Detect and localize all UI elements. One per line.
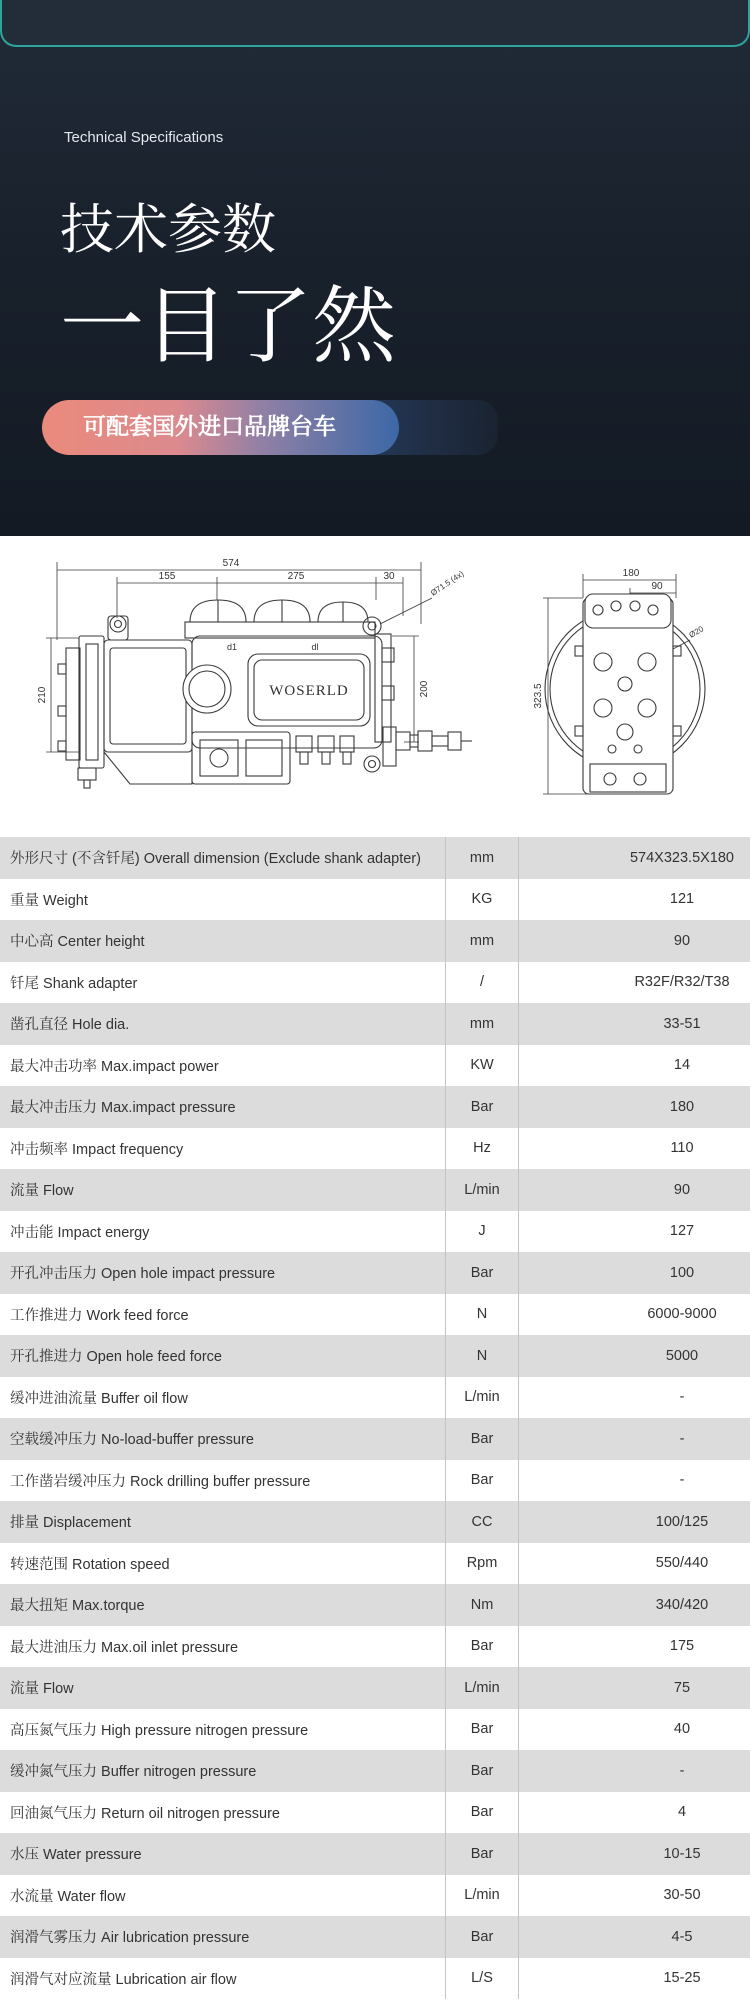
spec-row (0, 1584, 750, 1626)
spec-value: - (679, 1762, 685, 1779)
port-stem (343, 752, 351, 764)
spec-name: 工作凿岩缓冲压力 Rock drilling buffer pressure (10, 1473, 311, 1490)
hero-title-line-2: 一目了然 (60, 277, 397, 375)
spec-row (0, 1833, 750, 1875)
left-height-label: 210 (37, 686, 48, 704)
spec-unit: / (445, 962, 519, 1004)
front-head (363, 617, 396, 772)
side-bolt (575, 726, 583, 736)
motor-cover (200, 740, 238, 776)
spec-row (0, 1958, 750, 2000)
spec-name: 开孔冲击压力 Open hole impact pressure (10, 1266, 276, 1283)
spec-unit: J (445, 1211, 519, 1253)
spec-value: 175 (669, 1638, 695, 1655)
spec-unit: CC (445, 1501, 519, 1543)
spec-value: 550/440 (655, 1555, 709, 1572)
spec-unit: Nm (445, 1584, 519, 1626)
spec-name: 流量 Flow (10, 1681, 74, 1698)
segment-b-label: 275 (287, 571, 305, 582)
side-bolt (575, 646, 583, 656)
spec-name: 排量 Displacement (10, 1515, 131, 1532)
end-height-label: 323.5 (533, 683, 544, 709)
spec-name: 开孔推进力 Open hole feed force (10, 1349, 222, 1366)
spec-value: 30-50 (663, 1887, 701, 1904)
segment-c-label: 30 (383, 571, 395, 582)
cylinder-block (104, 616, 192, 784)
spec-row (0, 1377, 750, 1419)
spec-table (0, 837, 750, 1999)
spec-value: 75 (673, 1679, 691, 1696)
bolt-head (58, 741, 66, 751)
spec-name: 冲击频率 Impact frequency (10, 1141, 184, 1158)
spec-name: 外形尺寸 (不含钎尾) Overall dimension (Exclude shank adapter) (10, 851, 421, 868)
hero-banner (0, 0, 750, 536)
port-callout-label: Ø71.5 (4x) (429, 569, 466, 598)
front-lifting-eye (363, 617, 381, 635)
spec-row (0, 1501, 750, 1543)
spec-value: 121 (669, 891, 695, 908)
spec-name: 空载缓冲压力 No-load-buffer pressure (10, 1432, 254, 1449)
spec-name: 润滑气雾压力 Air lubrication pressure (10, 1930, 250, 1947)
rear-plate (66, 648, 80, 760)
spec-unit: Bar (445, 1626, 519, 1668)
spec-value: 5000 (665, 1347, 699, 1364)
hero-top-bar (0, 0, 750, 47)
hole-callout-label: Ø20 (687, 624, 706, 640)
spec-row (0, 1460, 750, 1502)
end-view-drawing (533, 568, 706, 794)
spec-name: 缓冲氮气压力 Buffer nitrogen pressure (10, 1764, 257, 1781)
compatibility-badge: 可配套国外进口品牌台车 (42, 400, 399, 455)
spec-unit: mm (445, 1003, 519, 1045)
spec-unit: KW (445, 1045, 519, 1087)
spec-row (0, 920, 750, 962)
spec-unit: KG (445, 879, 519, 921)
spec-unit: Bar (445, 1418, 519, 1460)
cylinder-block-inner (110, 648, 186, 744)
front-bracket (375, 634, 391, 742)
spec-row (0, 1169, 750, 1211)
spec-value: - (679, 1389, 685, 1406)
bolt-head (58, 664, 66, 674)
spec-value: 10-15 (663, 1845, 701, 1862)
spec-unit: L/S (445, 1958, 519, 2000)
rear-cap (79, 636, 104, 768)
spec-unit: L/min (445, 1875, 519, 1917)
spec-value: 33-51 (663, 1015, 701, 1032)
spec-name: 缓冲进油流量 Buffer oil flow (10, 1390, 188, 1407)
side-view-drawing (37, 558, 472, 788)
lower-bracket (383, 727, 396, 766)
end-half-width-label: 90 (651, 581, 663, 592)
spec-row (0, 1211, 750, 1253)
spec-value: 90 (673, 932, 691, 949)
spec-row (0, 1003, 750, 1045)
port-stem (300, 752, 308, 764)
spec-value: 15-25 (663, 1970, 701, 1987)
valve-block (246, 740, 282, 776)
housing-mark-2: dl (311, 642, 319, 652)
port-stem (322, 752, 330, 764)
spec-name: 最大扭矩 Max.torque (10, 1598, 145, 1615)
spec-unit: Bar (445, 1252, 519, 1294)
spec-row (0, 962, 750, 1004)
spec-value: 6000-9000 (647, 1306, 717, 1323)
spec-value: - (679, 1430, 685, 1447)
hydraulic-port (296, 736, 312, 752)
cylinder-block-skirt (104, 752, 192, 784)
end-width-label: 180 (622, 568, 640, 579)
lifting-eye (110, 616, 126, 632)
spec-row (0, 1045, 750, 1087)
spec-name: 水压 Water pressure (10, 1847, 142, 1864)
technical-drawing-section (0, 536, 750, 837)
lifting-eye-hole (115, 621, 122, 628)
fitting-body (396, 732, 410, 750)
cylinder-block-outline (104, 640, 192, 752)
port-callout-leader (380, 598, 432, 624)
spec-unit: L/min (445, 1377, 519, 1419)
spec-row (0, 1916, 750, 1958)
spec-name: 水流量 Water flow (10, 1888, 126, 1905)
spec-unit: Bar (445, 1709, 519, 1751)
spec-name: 流量 Flow (10, 1183, 74, 1200)
spec-value: 180 (669, 1098, 695, 1115)
spec-value: - (679, 1472, 685, 1489)
spec-name: 工作推进力 Work feed force (10, 1307, 189, 1324)
spec-name: 中心高 Center height (10, 934, 145, 951)
spec-unit: Bar (445, 1916, 519, 1958)
drain-fitting (78, 768, 96, 780)
bore-ring (183, 665, 231, 713)
rear-head (58, 636, 104, 788)
lower-fitting (364, 756, 380, 772)
right-height-label: 200 (419, 680, 430, 698)
hose-fitting-assembly (396, 731, 472, 751)
spec-name: 最大冲击功率 Max.impact power (10, 1058, 219, 1075)
spec-unit: N (445, 1294, 519, 1336)
spec-name: 冲击能 Impact energy (10, 1224, 150, 1241)
rotation-motor (192, 732, 354, 784)
spec-unit: mm (445, 837, 519, 879)
spec-name: 重量 Weight (10, 892, 88, 909)
spec-row (0, 1709, 750, 1751)
accumulators (185, 600, 375, 638)
spec-name: 凿孔直径 Hole dia. (10, 1017, 130, 1034)
motor-port (210, 749, 228, 767)
spec-row (0, 1252, 750, 1294)
bolt-head (58, 706, 66, 716)
side-port (382, 648, 394, 662)
brand-mark: WOSERLD (269, 683, 349, 699)
spec-unit: L/min (445, 1667, 519, 1709)
spec-value: 127 (669, 1223, 695, 1240)
spec-unit: Bar (445, 1460, 519, 1502)
spec-row (0, 1543, 750, 1585)
spec-unit: N (445, 1335, 519, 1377)
overall-length-label: 574 (222, 558, 240, 569)
spec-row (0, 1335, 750, 1377)
spec-row (0, 879, 750, 921)
spec-name: 转速范围 Rotation speed (10, 1556, 170, 1573)
housing-mark-1: d1 (226, 642, 238, 652)
spec-unit: mm (445, 920, 519, 962)
side-bolt (673, 726, 681, 736)
technical-drawing (0, 536, 750, 836)
spec-value: 100 (669, 1264, 695, 1281)
rear-cap-inner (86, 644, 98, 760)
spec-value: 340/420 (655, 1596, 709, 1613)
spec-row (0, 1128, 750, 1170)
spec-name: 高压氮气压力 High pressure nitrogen pressure (10, 1722, 309, 1739)
spec-unit: Bar (445, 1750, 519, 1792)
lower-fitting-hole (369, 761, 376, 768)
spec-unit: Rpm (445, 1543, 519, 1585)
fitting-hex (448, 732, 461, 750)
spec-name: 钎尾 Shank adapter (10, 975, 138, 992)
fitting-stem (432, 736, 448, 746)
spec-value: 574X323.5X180 (629, 849, 734, 866)
spec-value: 100/125 (655, 1513, 709, 1530)
spec-unit: Bar (445, 1833, 519, 1875)
spec-name: 回油氮气压力 Return oil nitrogen pressure (10, 1805, 280, 1822)
hydraulic-port (318, 736, 334, 752)
hydraulic-port (340, 736, 354, 752)
spec-value: 110 (670, 1140, 694, 1157)
spec-value: 40 (673, 1721, 691, 1738)
spec-unit: Bar (445, 1792, 519, 1834)
side-port (382, 686, 394, 700)
spec-unit: Hz (445, 1128, 519, 1170)
spec-name: 最大冲击压力 Max.impact pressure (10, 1100, 236, 1117)
spec-name: 润滑气对应流量 Lubrication air flow (10, 1971, 237, 1988)
hero-subtitle: Technical Specifications (64, 129, 224, 146)
spec-value: R32F/R32/T38 (634, 974, 730, 991)
spec-value: 14 (673, 1057, 691, 1074)
side-bolt (673, 646, 681, 656)
spec-row (0, 1875, 750, 1917)
spec-unit: Bar (445, 1086, 519, 1128)
spec-row (0, 1750, 750, 1792)
spec-row (0, 1418, 750, 1460)
spec-row (0, 1086, 750, 1128)
drain-fitting-stem (84, 780, 90, 788)
spec-unit: L/min (445, 1169, 519, 1211)
spec-row (0, 1667, 750, 1709)
spec-row (0, 1294, 750, 1336)
spec-value: 4-5 (671, 1928, 693, 1945)
fitting-hex (418, 731, 432, 751)
segment-a-label: 155 (158, 571, 176, 582)
spec-row (0, 1626, 750, 1668)
spec-value: 4 (677, 1804, 687, 1821)
spec-value: 90 (673, 1181, 691, 1198)
spec-row (0, 837, 750, 879)
spec-row (0, 1792, 750, 1834)
main-housing (183, 636, 382, 748)
hero-title-line-1: 技术参数 (60, 198, 276, 261)
spec-name: 最大进油压力 Max.oil inlet pressure (10, 1639, 239, 1656)
